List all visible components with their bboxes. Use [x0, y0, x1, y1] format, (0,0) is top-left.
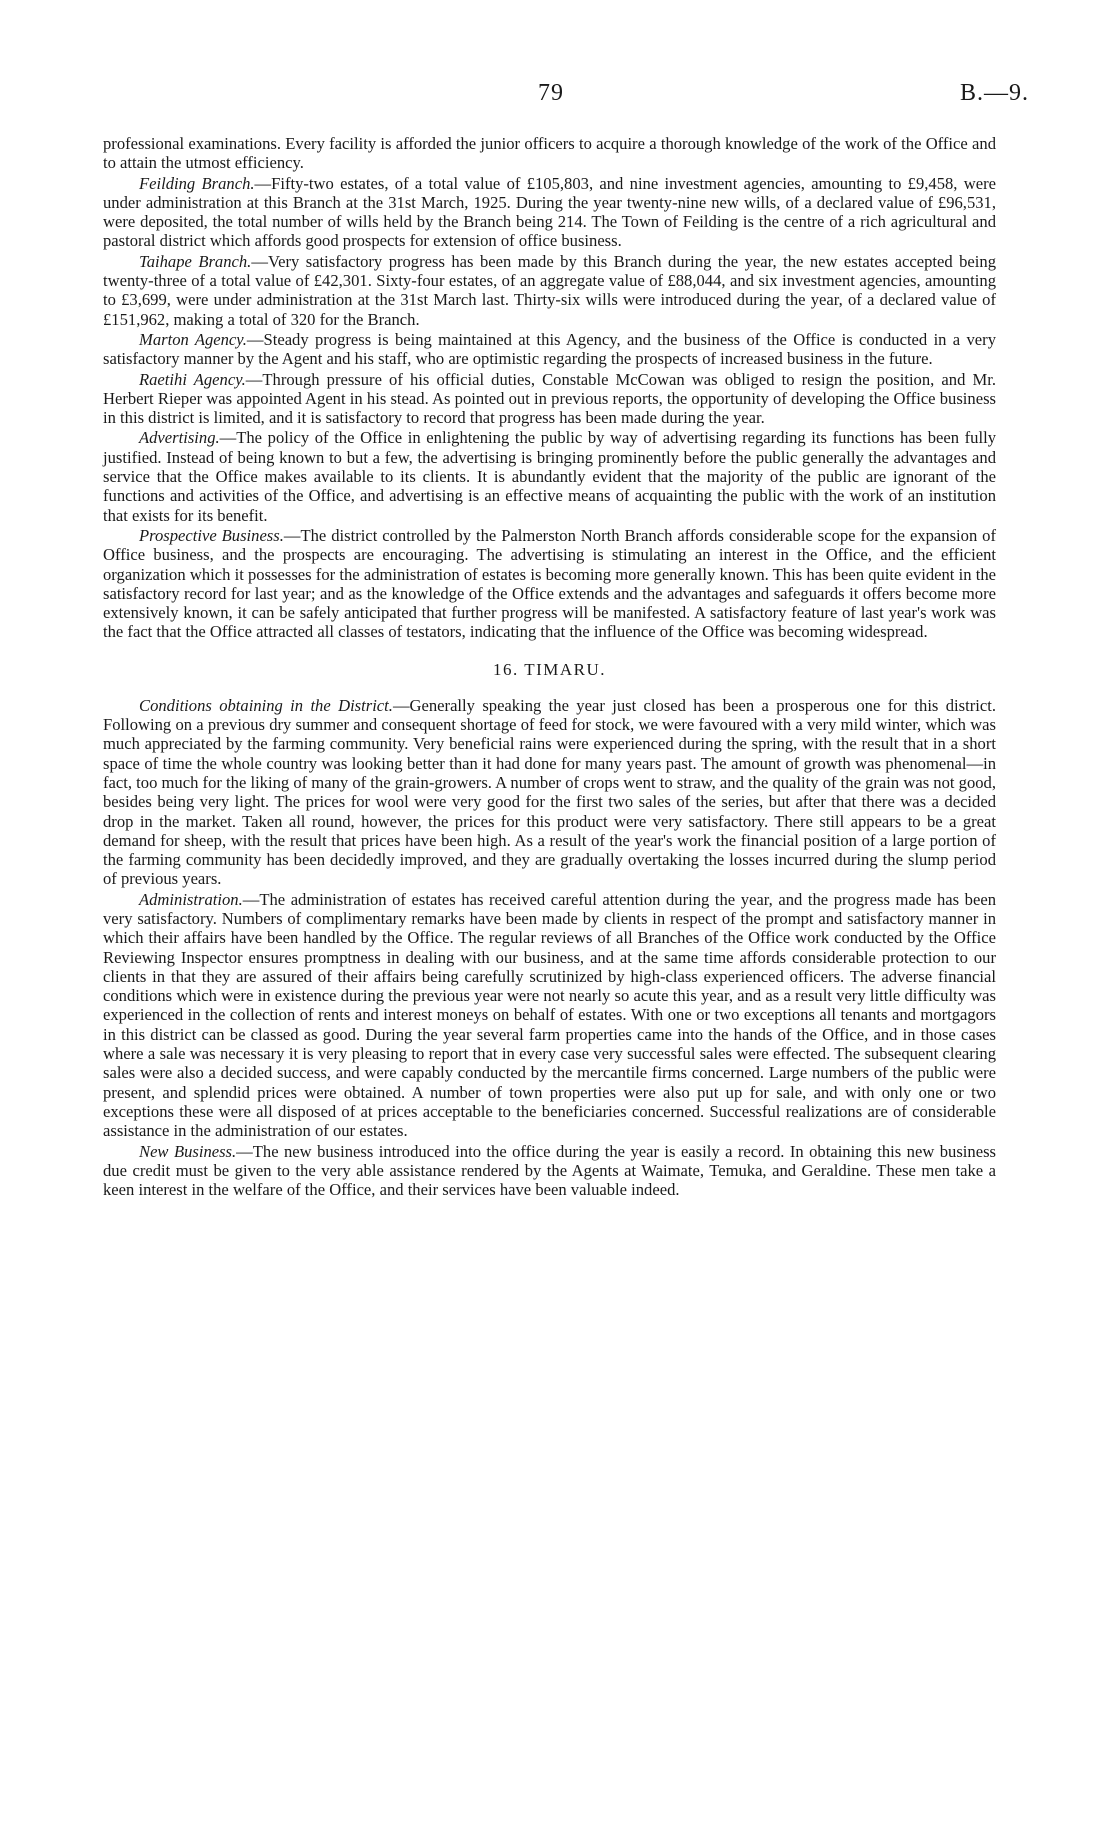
paragraph-lead: Taihape Branch. — [139, 251, 252, 271]
page-body — [103, 134, 996, 1199]
paragraph-continuation: professional examinations. Every facility is afforded the junior officers to acquire a thorough knowledge of the work of the Office and to attain the utmost efficiency. — [103, 134, 996, 173]
paragraph-feilding-branch: Feilding Branch.—Fifty-two estates, of a total value of £105,803, and nine investment agencies, amounting to £9,458, were under administration at this Branch at the 31st March, 1925. During the year twenty-nine new wills, of a declared value of £96,531, were deposited, the total number of wills held by the Branch being 214. The Town of Feilding is the centre of a rich agricultural and pastoral district which affords good prospects for extension of office business. — [103, 173, 996, 251]
paragraph-new-business: New Business.—The new business introduced into the office during the year is easily a record. In obtaining this new business due credit must be given to the very able assistance rendered by the Agents at Waimate, Temuka, and Geraldine. These men take a keen interest in the welfare of the Office, and their services have been valuable indeed. — [103, 1141, 996, 1200]
paragraph-lead: New Business. — [139, 1141, 237, 1161]
paragraph-lead: Administration. — [139, 889, 243, 909]
paragraph-administration: Administration.—The administration of estates has received careful attention during the year, and the progress made has been very satisfactory. Numbers of complimentary remarks have been made by clients in respect of the prompt and satisfactory manner in which their affairs have been handled by the Office. The regular reviews of all Branches of the Office work conducted by the Office Reviewing Inspector ensures promptness in dealing with our business, and at the same time affords considerable protection to our clients in that they are assured of their affairs being carefully scrutinized by high-class experienced officers. The adverse financial conditions which were in existence during the previous year were not nearly so acute this year, and as a result very little difficulty was experienced in the collection of rents and interest moneys on behalf of estates. With one or two exceptions all tenants and mortgagors in this district can be classed as good. During the year several farm properties came into the hands of the Office, and in those cases where a sale was necessary it is very pleasing to report that in every case very successful sales were effected. The subsequent clearing sales were also a decided success, and were capably conducted by the mercantile firms concerned. Large numbers of the public were present, and splendid prices were obtained. A number of town properties were also put up for sale, and with only one or two exceptions these were all disposed of at prices acceptable to the beneficiaries concerned. Successful realizations are of considerable assistance in the administration of our estates. — [103, 889, 996, 1141]
document-reference: B.—9. — [960, 80, 1030, 106]
page-number: 79 — [538, 80, 564, 106]
paragraph-taihape-branch: Taihape Branch.—Very satisfactory progress has been made by this Branch during the year, the new estates accepted being twenty-three of a total value of £42,301. Sixty-four estates, of an aggregate value of £88,044, and six investment agencies, amounting to £3,699, were under administration at the 31st March last. Thirty-six wills were introduced during the year, of a declared value of £151,962, making a total of 320 for the Branch. — [103, 251, 996, 329]
paragraph-lead: Prospective Business. — [139, 525, 284, 545]
paragraph-lead: Marton Agency. — [139, 329, 247, 349]
paragraph-advertising: Advertising.—The policy of the Office in enlightening the public by way of advertising regarding its functions has been fully justified. Instead of being known to but a few, the advertising is bringing prominently before the public generally the advantages and service that the Office makes available to its clients. It is abundantly evident that the majority of the public are ignorant of the functions and activities of the Office, and advertising is an effective means of acquainting the public with the work of an institution that exists for its benefit. — [103, 428, 996, 525]
paragraph-lead: Conditions obtaining in the District. — [139, 695, 393, 715]
paragraph-lead: Advertising. — [139, 428, 220, 448]
paragraph-raetihi-agency: Raetihi Agency.—Through pressure of his official duties, Constable McCowan was obliged to resign the position, and Mr. Herbert Rieper was appointed Agent in his stead. As pointed out in previous reports, the opportunity of developing the Office business in this district is limited, and it is satisfactory to record that progress has been made during the year. — [103, 369, 996, 428]
paragraph-lead: Feilding Branch. — [139, 173, 255, 193]
paragraph-marton-agency: Marton Agency.—Steady progress is being maintained at this Agency, and the business of the Office is conducted in a very satisfactory manner by the Agent and his staff, who are optimistic regarding the prospects of increased business in the future. — [103, 329, 996, 369]
paragraph-conditions: Conditions obtaining in the District.—Generally speaking the year just closed has been a prosperous one for this district. Following on a previous dry summer and consequent shortage of feed for stock, we were favoured with a very mild winter, which was much appreciated by the farming community. Very beneficial rains were experienced during the spring, with the result that in a short space of time the whole country was looking better than it had done for many years past. The amount of growth was phenomenal—in fact, too much for the liking of many of the grain-growers. A number of crops went to straw, and the quality of the grain was not good, besides being very light. The prices for wool were very good for the first two sales of the series, but after that there was a decided drop in the market. Taken all round, however, the prices for this product were very satisfactory. There still appears to be a great demand for sheep, with the result that prices have been high. As a result of the year's work the financial position of a large portion of the farming community has been decidedly improved, and they are gradually overtaking the losses incurred during the slump period of previous years. — [103, 695, 996, 889]
paragraph-prospective-business: Prospective Business.—The district controlled by the Palmerston North Branch affords considerable scope for the expansion of Office business, and the prospects are encouraging. The advertising is stimulating an interest in the Office, and the efficient organization which it possesses for the administration of estates is becoming more generally known. This has been quite evident in the satisfactory record for last year; and as the knowledge of the Office extends and the advantages and safeguards it offers become more extensively known, it can be safely anticipated that further progress will be manifested. A satisfactory feature of last year's work was the fact that the Office attracted all classes of testators, indicating that the influence of the Office was becoming widespread. — [103, 525, 997, 642]
section-heading-timaru: 16. TIMARU. — [493, 659, 606, 679]
paragraph-lead: Raetihi Agency. — [139, 369, 246, 389]
